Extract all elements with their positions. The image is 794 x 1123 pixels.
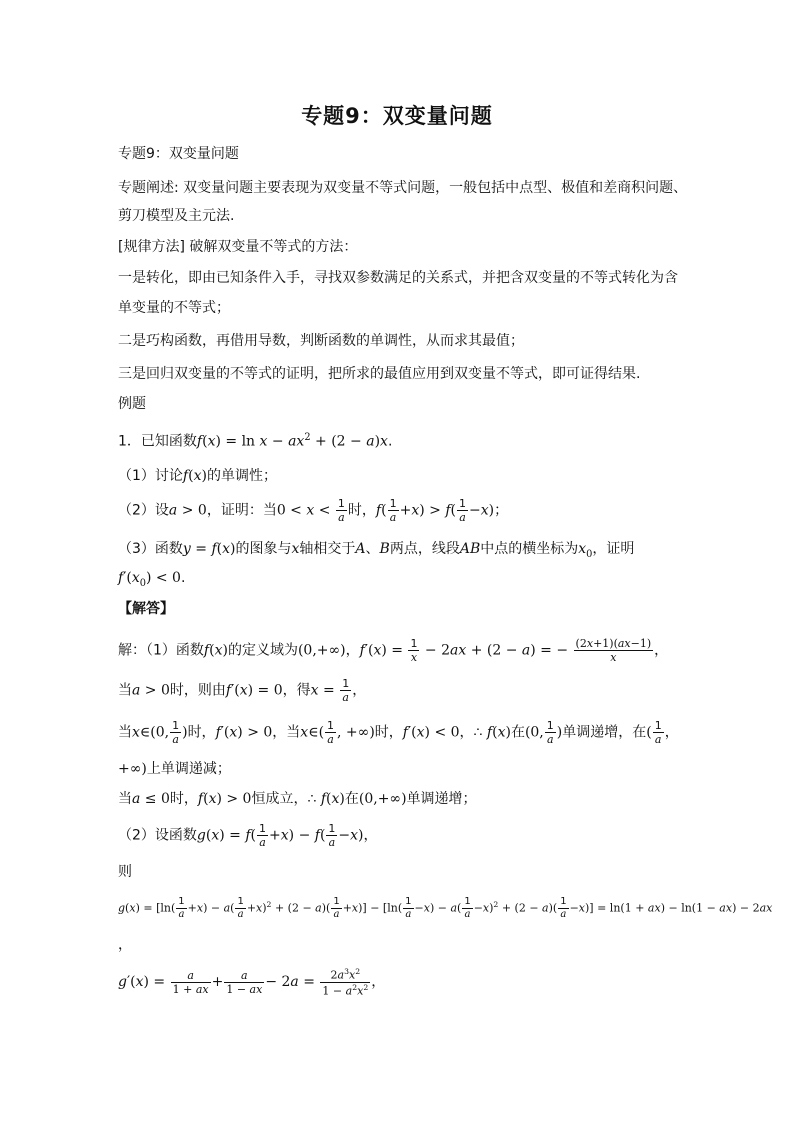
method-line-1b: 单变量的不等式； xyxy=(118,300,230,316)
method-line-1a: 一是转化，即由已知条件入手，寻找双参数满足的关系式，并把含双变量的不等式转化为含 xyxy=(118,270,678,286)
question-1-part-3-conclusion: $f'(x_0) < 0$. xyxy=(118,570,186,589)
question-1-part-3: （3）函数y = f(x)的图象与x轴相交于A、B两点，线段AB中点的横坐标为$x_0$，证明 xyxy=(118,541,635,560)
solution-line-7: 则 xyxy=(118,864,132,880)
example-heading: 例题 xyxy=(118,396,146,412)
solution-line-9: ， xyxy=(118,937,132,953)
solution-line-4: +∞)上单调递减； xyxy=(118,761,231,777)
solution-line-10: g′(x) = $\frac{a}{1 + ax}$ + $\frac{a}{1 - ax}$ − 2a = $\frac{2a^3x^2}{1 - a^2x^2}$ ， xyxy=(118,967,386,998)
question-1-part-2: （2）设a > 0，证明：当0 < x < $\frac{1}{a}$ 时，f( $\frac{1}{a}$ +x) > f( $\frac{1}{a}$ −x)； xyxy=(118,497,509,524)
question-1: 1．已知函数$f(x) = \ln x - ax^2 + (2 - a)x$. xyxy=(118,432,393,450)
solution-line-3: 当x∈(0, $\frac{1}{a}$ )时，f′(x) > 0，当x∈( $\frac{1}{a}$ , +∞)时，f′(x) < 0，∴ f(x)在(0, $\frac{1}{a}$ )单调递增，在( $\frac{1}{a}$ ， xyxy=(118,719,679,746)
solution-line-6: （2）设函数g(x) = f( $\frac{1}{a}$ +x) − f( $\frac{1}{a}$ −x)， xyxy=(118,822,378,849)
intro-line-1: 专题阐述: 双变量问题主要表现为双变量不等式问题，一般包括中点型、极值和差商积问题、 xyxy=(118,180,688,196)
solution-line-1: 解：（1）函数f(x)的定义域为(0,+∞)，f′(x) = $\frac{1}{x}$ − 2ax + (2 − a) = − $\frac{(2x+1)(ax-1)}{x}$ ， xyxy=(118,637,669,664)
answer-heading: 【解答】 xyxy=(118,601,174,617)
intro-line-2: 剪刀模型及主元法. xyxy=(118,208,235,224)
subtitle: 专题9：双变量问题 xyxy=(118,146,239,162)
page-title: 专题9：双变量问题 xyxy=(301,104,493,128)
solution-line-2: 当a > 0时，则由f′(x) = 0，得x = $\frac{1}{a}$ ， xyxy=(118,677,367,704)
method-line-3: 三是回归双变量的不等式的证明，把所求的最值应用到双变量不等式，即可证得结果. xyxy=(118,366,641,382)
method-line-2: 二是巧构函数，再借用导数，判断函数的单调性，从而求其最值； xyxy=(118,333,524,349)
solution-line-5: 当a ≤ 0时，f(x) > 0恒成立，∴ f(x)在(0,+∞)单调递增； xyxy=(118,791,477,807)
method-heading: [规律方法] 破解双变量不等式的方法： xyxy=(118,239,358,255)
solution-line-8: g(x) = [ln( $\frac{1}{a}$ +x) − a( $\frac{1}{a}$ +x)$^2$ + (2 − a)( $\frac{1}{a}$ +x)] − [ln( $\frac{1}{a}$ −x) − a( $\frac{1}{a}$ −x)$^2$ + (2 − a)( $\frac{1}{a}$ −x)] = ln(1 + ax) − ln(1 − ax) − 2ax xyxy=(118,896,773,921)
question-1-part-1: （1）讨论f(x)的单调性； xyxy=(118,468,277,484)
